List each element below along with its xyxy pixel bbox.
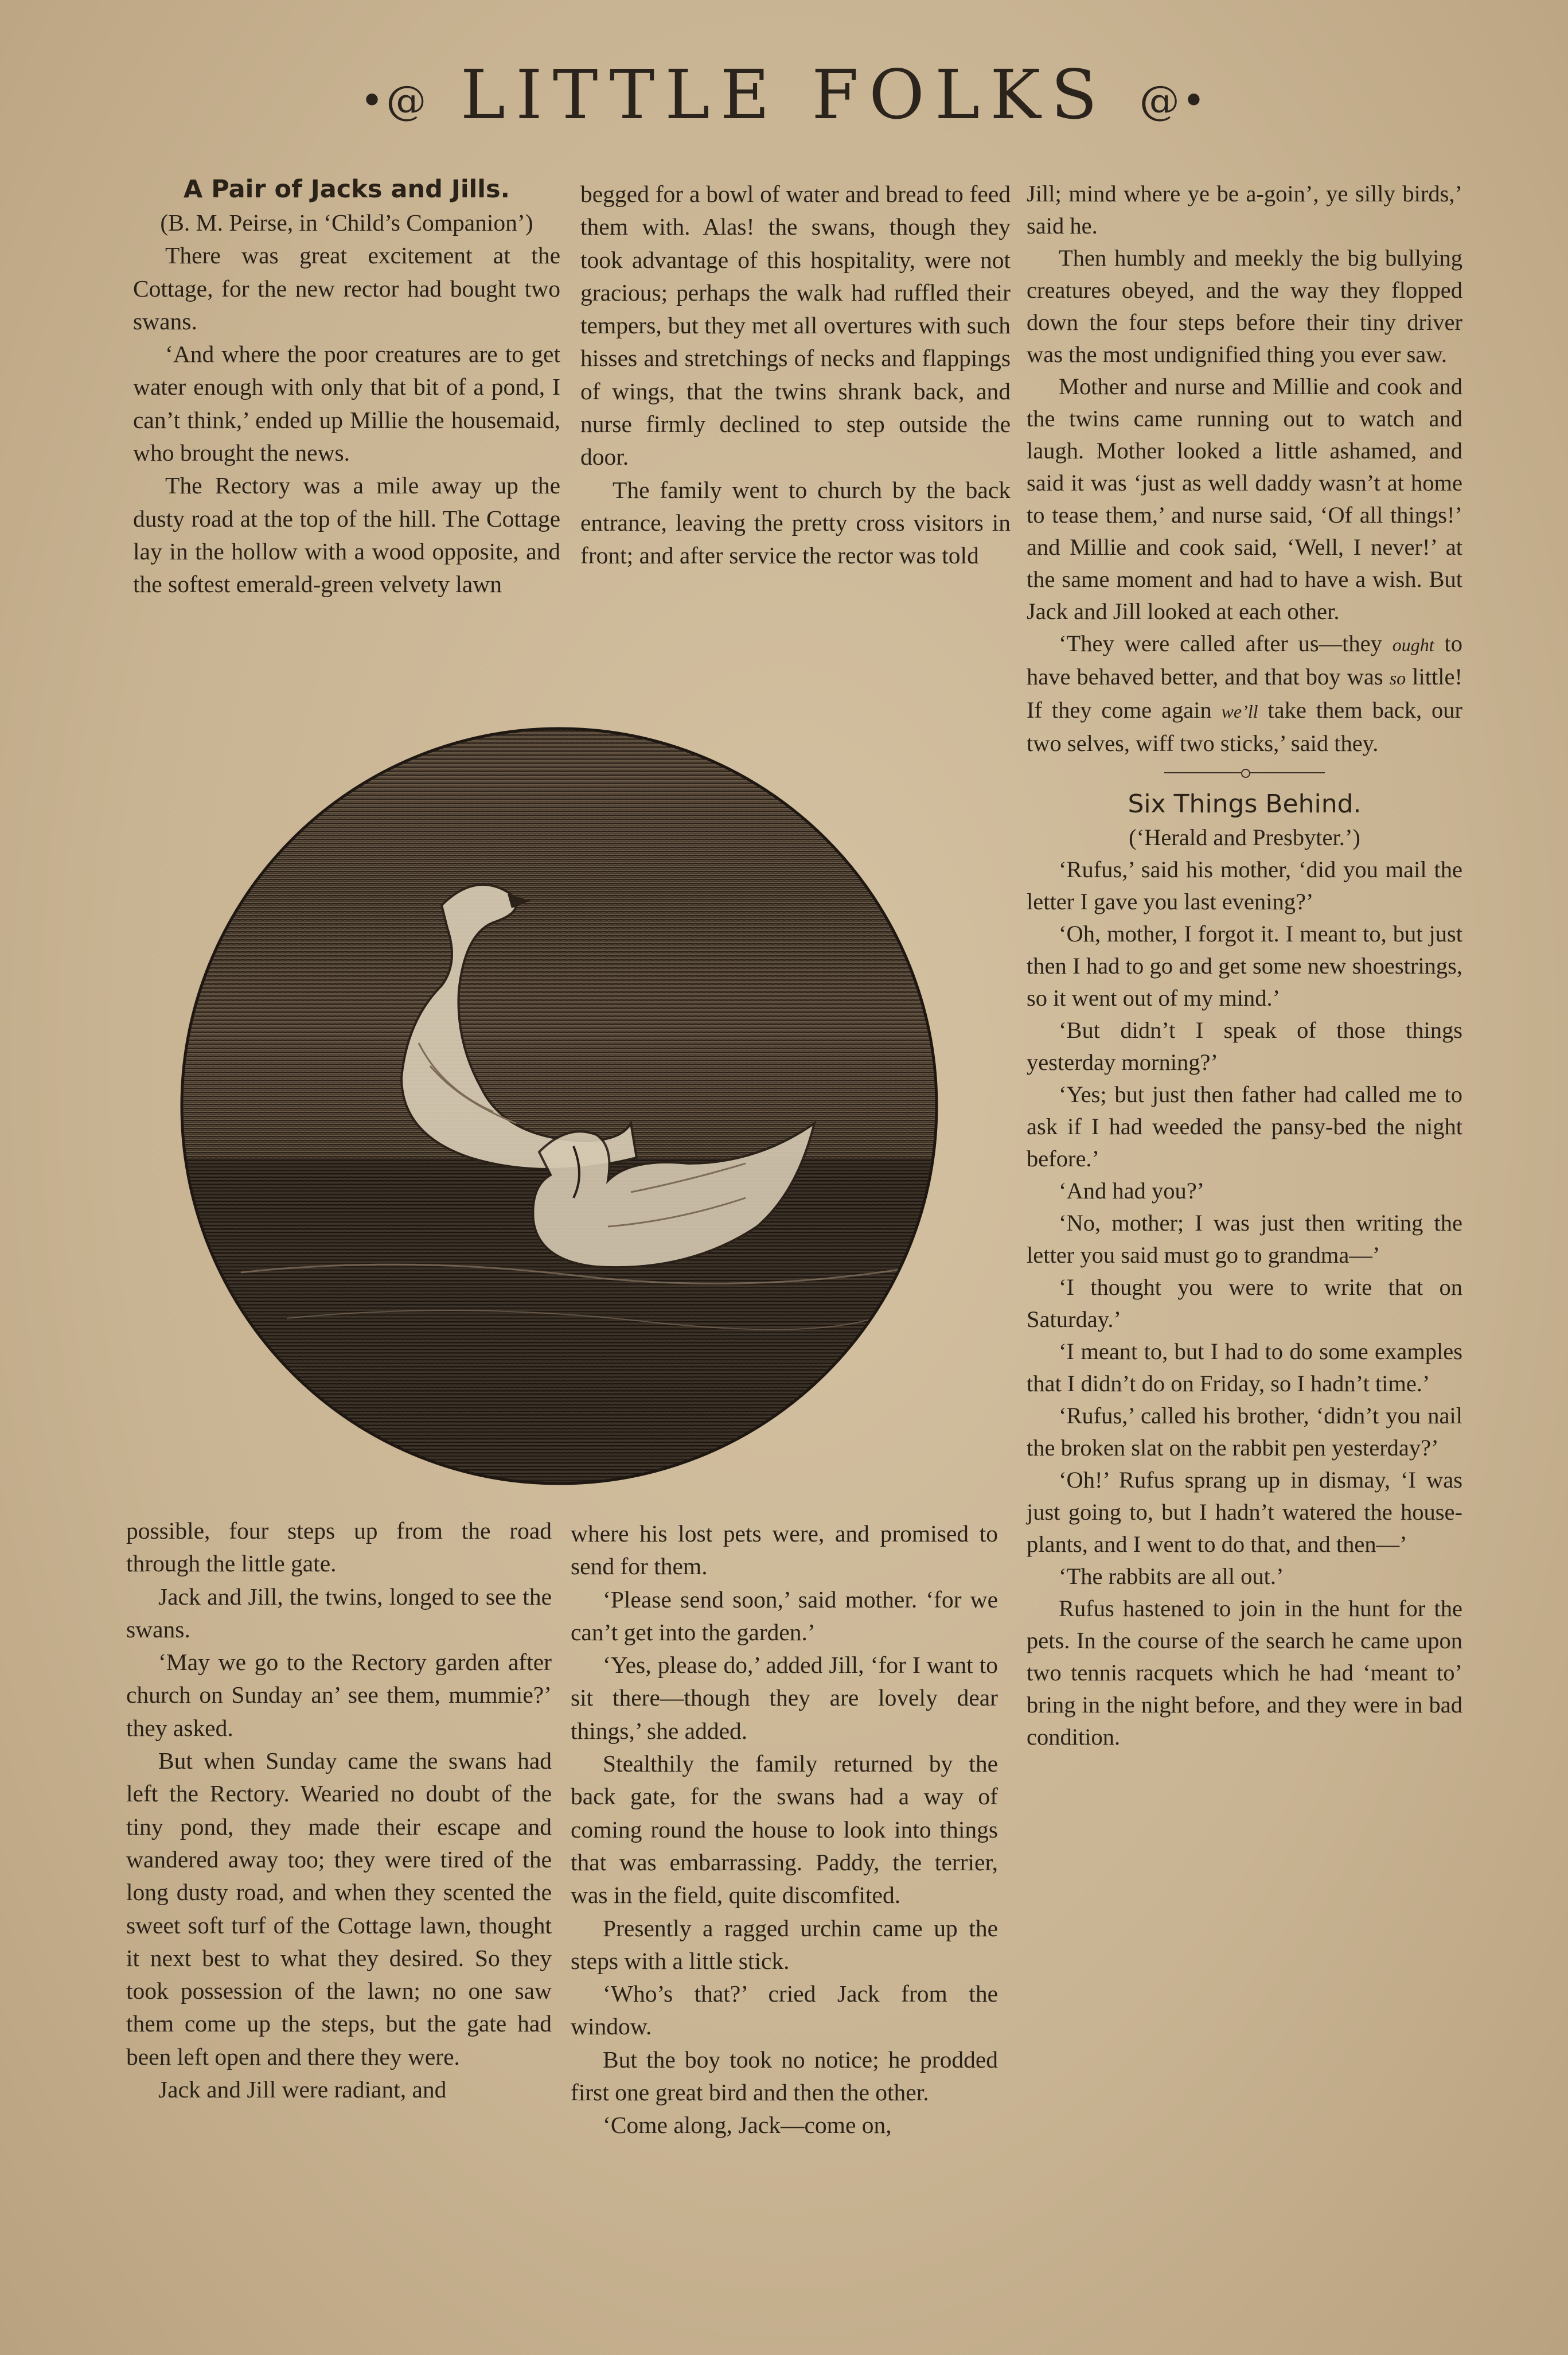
paragraph: ‘Come along, Jack—come on, bbox=[603, 2112, 892, 2139]
paragraph: ‘Yes, please do,’ added Jill, ‘for I want to sit there—though they are lovely dear things,’ she added. bbox=[571, 1652, 998, 1744]
paragraph: ‘I thought you were to write that on Saturday.’ bbox=[1027, 1274, 1462, 1332]
ornament-right-icon: @• bbox=[1139, 77, 1208, 124]
paragraph: Jack and Jill were radiant, and bbox=[158, 2076, 447, 2103]
paragraph: possible, four steps up from the road through the little gate. bbox=[126, 1517, 552, 1577]
paragraph: ‘I meant to, but I had to do some examples that I didn’t do on Friday, so I hadn’t time.’ bbox=[1027, 1338, 1462, 1396]
paragraph: ‘Rufus,’ said his mother, ‘did you mail the letter I gave you last evening?’ bbox=[1027, 857, 1462, 914]
paragraph: ‘But didn’t I speak of those things yesterday morning?’ bbox=[1027, 1017, 1462, 1075]
paragraph: But the boy took no notice; he prodded first one great bird and then the other. bbox=[571, 2046, 998, 2106]
paragraph: ‘Oh, mother, I forgot it. I meant to, but just then I had to go and get some new shoestrings, so it went out of my mind.’ bbox=[1027, 921, 1462, 1011]
masthead-title: LITTLE FOLKS bbox=[460, 55, 1108, 134]
paragraph: Stealthily the family returned by the back gate, for the swans had a way of coming round the house to look into things that was embarrassing. Paddy, the terrier, was in the field, quite discomfited. bbox=[571, 1750, 998, 1909]
column-3 bbox=[1027, 178, 1462, 1753]
ornament-left-icon: •@ bbox=[360, 77, 429, 124]
column-2-top bbox=[580, 178, 1011, 573]
paragraph: Presently a ragged urchin came up the steps with a little stick. bbox=[571, 1914, 998, 1974]
masthead bbox=[0, 57, 1568, 132]
emphasis: so bbox=[1389, 668, 1406, 688]
story-heading: Six Things Behind. bbox=[1128, 789, 1362, 819]
paragraph: ‘Oh!’ Rufus sprang up in dismay, ‘I was just going to, but I hadn’t watered the house-plants, and I went to do that, and then—’ bbox=[1027, 1467, 1462, 1557]
paragraph: Rufus hastened to join in the hunt for the pets. In the course of the search he came upon two tennis racquets which he had ‘meant to’ bring in the night before, and they were in bad condition. bbox=[1027, 1595, 1462, 1750]
paragraph: ‘May we go to the Rectory garden after church on Sunday an’ see them, mummie?’ they asked. bbox=[126, 1649, 552, 1741]
column-1-bottom bbox=[126, 1515, 552, 2106]
story-heading: A Pair of Jacks and Jills. bbox=[184, 175, 510, 204]
column-2-bottom bbox=[571, 1517, 998, 2142]
story-byline: (B. M. Peirse, in ‘Child’s Companion’) bbox=[160, 209, 533, 236]
paragraph: Jill; mind where ye be a-goin’, ye silly birds,’ said he. bbox=[1027, 181, 1462, 239]
paragraph: There was great excitement at the Cottage, for the new rector had bought two swans. bbox=[133, 242, 560, 334]
paragraph: Jack and Jill, the twins, longed to see the swans. bbox=[126, 1583, 552, 1642]
paragraph: ‘Who’s that?’ cried Jack from the window. bbox=[571, 1980, 998, 2040]
paragraph: The Rectory was a mile away up the dusty road at the top of the hill. The Cottage lay in the hollow with a wood opposite, and the softest emerald-green velvety lawn bbox=[133, 472, 560, 598]
paragraph: But when Sunday came the swans had left the Rectory. Wearied no doubt of the tiny pond, they made their escape and wandered away too; they were tired of the long dusty road, and when they scented the sweet soft turf of the Cottage lawn, thought it next best to what they desired. So they took possession of the lawn; no one saw them come up the steps, but the gate had been left open and there they were. bbox=[126, 1747, 552, 2070]
paragraph: begged for a bowl of water and bread to feed them with. Alas! the swans, though they took advantage of this hospitality, were not gracious; perhaps the walk had ruffled their tempers, but they met all overtures with such hisses and stretchings of necks and flappings of wings, that the twins shrank back, and nurse firmly declined to step outside the door. bbox=[580, 181, 1011, 470]
paragraph: ‘No, mother; I was just then writing the letter you said must go to grandma—’ bbox=[1027, 1210, 1462, 1268]
paragraph-ending: ‘They were called after us—they ought to have behaved better, and that boy was so little! If they come again we’ll take them back, our two selves, wiff two sticks,’ said they. bbox=[1027, 630, 1462, 756]
paragraph: ‘Rufus,’ called his brother, ‘didn’t you nail the broken slat on the rabbit pen yesterday?’ bbox=[1027, 1403, 1462, 1461]
paragraph: ‘Please send soon,’ said mother. ‘for we can’t get into the garden.’ bbox=[571, 1586, 998, 1645]
paragraph: Then humbly and meekly the big bullying creatures obeyed, and the way they flopped down the four steps before their tiny driver was the most undignified thing you ever saw. bbox=[1027, 245, 1462, 367]
divider-ornament bbox=[1027, 760, 1462, 785]
paragraph: ‘Yes; but just then father had called me to ask if I had weeded the pansy-bed the night before.’ bbox=[1027, 1081, 1462, 1171]
paragraph: where his lost pets were, and promised to send for them. bbox=[571, 1520, 998, 1580]
paragraph: The family went to church by the back entrance, leaving the pretty cross visitors in front; and after service the rector was told bbox=[580, 476, 1011, 569]
paragraph: ‘The rabbits are all out.’ bbox=[1059, 1563, 1284, 1589]
paragraph: Mother and nurse and Millie and cook and the twins came running out to watch and laugh. Mother looked a little ashamed, and said it was ‘just as well daddy wasn’t at home to tease them,’ and nurse said, ‘Of all things!’ and Millie and cook said, ‘Well, I never!’ at the same moment and had to have a wish. But Jack and Jill looked at each other. bbox=[1027, 373, 1462, 624]
paragraph: ‘And where the poor creatures are to get water enough with only that bit of a pond, I can’t think,’ ended up Millie the housemaid, who brought the news. bbox=[133, 341, 560, 466]
story-byline: (‘Herald and Presbyter.’) bbox=[1129, 824, 1360, 850]
swan-engraving bbox=[172, 722, 946, 1490]
paragraph: ‘And had you?’ bbox=[1059, 1178, 1205, 1204]
emphasis: we’ll bbox=[1221, 701, 1258, 722]
column-1-top bbox=[133, 172, 560, 601]
emphasis: ought bbox=[1392, 635, 1434, 655]
